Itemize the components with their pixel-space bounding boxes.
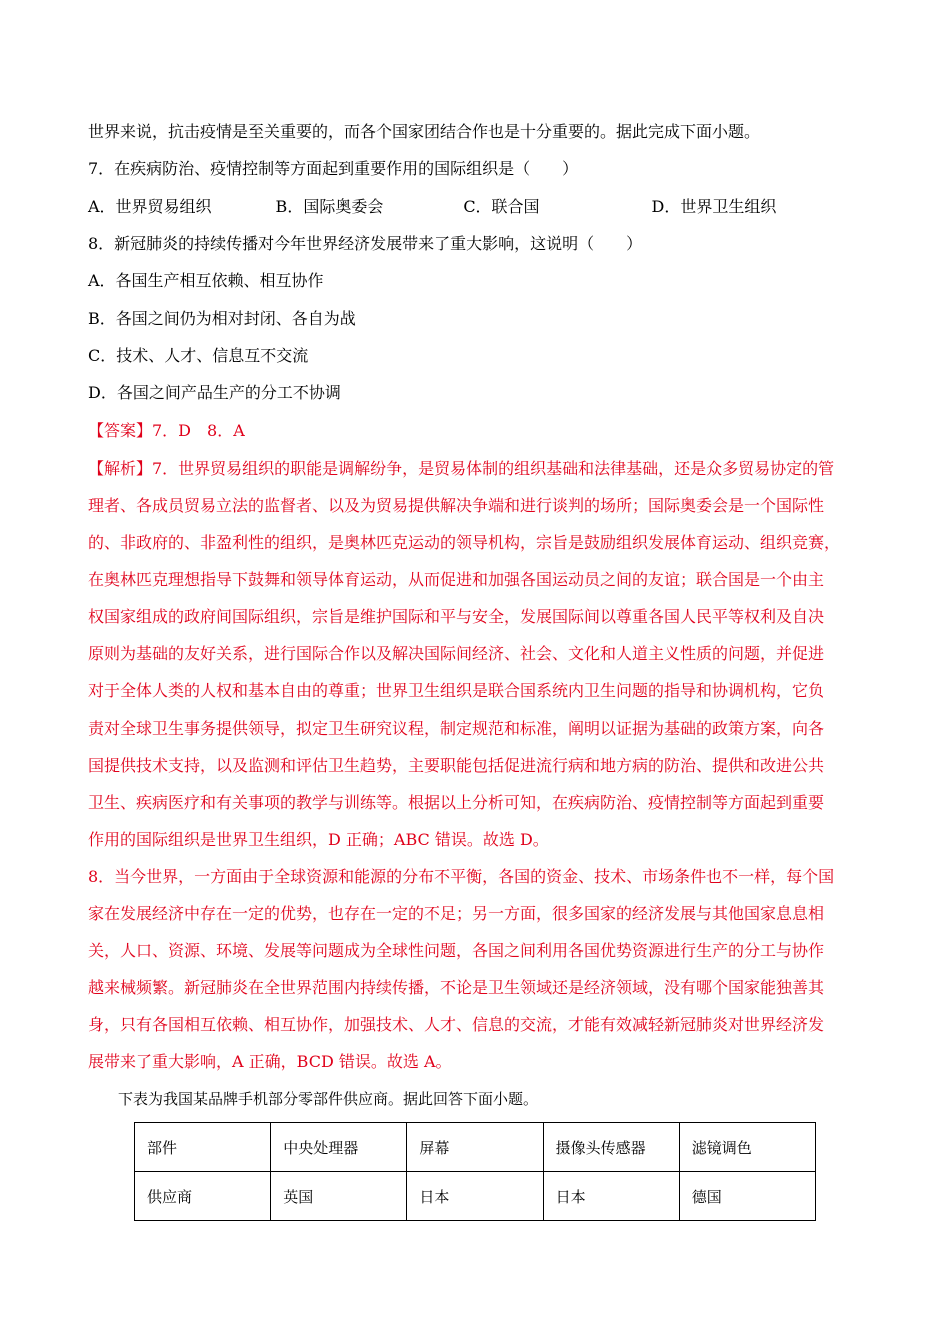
table-cell: 摄像头传感器 — [543, 1123, 679, 1172]
table-cell: 中央处理器 — [271, 1123, 407, 1172]
analysis-line: 责对全球卫生事务提供领导，拟定卫生研究议程，制定规范和标准，阐明以证据为基础的政策方案，向各 — [88, 719, 825, 738]
question-8-option-d: D．各国之间产品生产的分工不协调 — [88, 383, 341, 402]
analysis-line: 原则为基础的友好关系，进行国际合作以及解决国际间经济、社会、文化和人道主义性质的问题，并促进 — [88, 644, 825, 663]
analysis-line: 权国家组成的政府间国际组织，宗旨是维护国际和平与安全，发展国际间以尊重各国人民平等权利及自决 — [88, 607, 825, 626]
table-cell: 屏幕 — [407, 1123, 543, 1172]
analysis-line: 作用的国际组织是世界卫生组织，D 正确；ABC 错误。故选 D。 — [88, 830, 549, 849]
analysis-line: 的、非政府的、非盈利性的组织，是奥林匹克运动的领导机构，宗旨是鼓励组织发展体育运动、组织竞赛， — [88, 533, 841, 552]
analysis-line: 国提供技术支持，以及监测和评估卫生趋势，主要职能包括促进流行病和地方病的防治、提供和改进公共 — [88, 756, 825, 775]
analysis-line: 家在发展经济中存在一定的优势，也存在一定的不足；另一方面，很多国家的经济发展与其他国家息息相 — [88, 904, 825, 923]
analysis-line: 理者、各成员贸易立法的监督者、以及为贸易提供解决争端和进行谈判的场所；国际奥委会是一个国际性 — [88, 496, 825, 515]
table-intro: 下表为我国某品牌手机部分零部件供应商。据此回答下面小题。 — [118, 1090, 539, 1108]
analysis-line: 卫生、疾病医疗和有关事项的教学与训练等。根据以上分析可知，在疾病防治、疫情控制等方面起到重要 — [88, 793, 825, 812]
table-cell: 日本 — [543, 1172, 679, 1221]
analysis-line: 在奥林匹克理想指导下鼓舞和领导体育运动，从而促进和加强各国运动员之间的友谊；联合国是一个由主 — [88, 570, 825, 589]
question-7-options: A．世界贸易组织 B．国际奥委会 C．联合国 D．世界卫生组织 — [88, 197, 777, 216]
question-8-option-c: C．技术、人才、信息互不交流 — [88, 346, 309, 365]
analysis-line: 对于全体人类的人权和基本自由的尊重；世界卫生组织是联合国系统内卫生问题的指导和协调机构，它负 — [88, 681, 825, 700]
supplier-table — [134, 1122, 816, 1221]
table-cell: 英国 — [271, 1172, 407, 1221]
question-8-option-a: A．各国生产相互依赖、相互协作 — [88, 271, 324, 290]
analysis-line: 展带来了重大影响，A 正确，BCD 错误。故选 A。 — [88, 1052, 452, 1071]
analysis-line: 越来械频繁。新冠肺炎在全世界范围内持续传播，不论是卫生领域还是经济领域，没有哪个国家能独善其 — [88, 978, 825, 997]
analysis-line: 【解析】7．世界贸易组织的职能是调解纷争，是贸易体制的组织基础和法律基础，还是众多贸易协定的管 — [88, 459, 835, 478]
analysis-line: 身，只有各国相互依赖、相互协作，加强技术、人才、信息的交流，才能有效减轻新冠肺炎对世界经济发 — [88, 1015, 825, 1034]
question-7: 7．在疾病防治、疫情控制等方面起到重要作用的国际组织是（ ） — [88, 159, 579, 178]
question-8-option-b: B．各国之间仍为相对封闭、各自为战 — [88, 309, 356, 328]
table-row — [135, 1123, 816, 1172]
table-cell: 德国 — [679, 1172, 815, 1221]
table-cell: 滤镜调色 — [679, 1123, 815, 1172]
table-cell: 供应商 — [135, 1172, 271, 1221]
passage-text: 世界来说，抗击疫情是至关重要的，而各个国家团结合作也是十分重要的。据此完成下面小题。 — [88, 122, 761, 141]
analysis-line: 8．当今世界，一方面由于全球资源和能源的分布不平衡，各国的资金、技术、市场条件也不一样，每个国 — [88, 867, 835, 886]
table-row — [135, 1172, 816, 1221]
analysis-line: 关，人口、资源、环境、发展等问题成为全球性问题，各国之间利用各国优势资源进行生产的分工与协作 — [88, 941, 825, 960]
question-8: 8．新冠肺炎的持续传播对今年世界经济发展带来了重大影响，这说明（ ） — [88, 234, 643, 253]
table-cell: 部件 — [135, 1123, 271, 1172]
answer-line: 【答案】7．D 8．A — [88, 421, 245, 440]
table-cell: 日本 — [407, 1172, 543, 1221]
